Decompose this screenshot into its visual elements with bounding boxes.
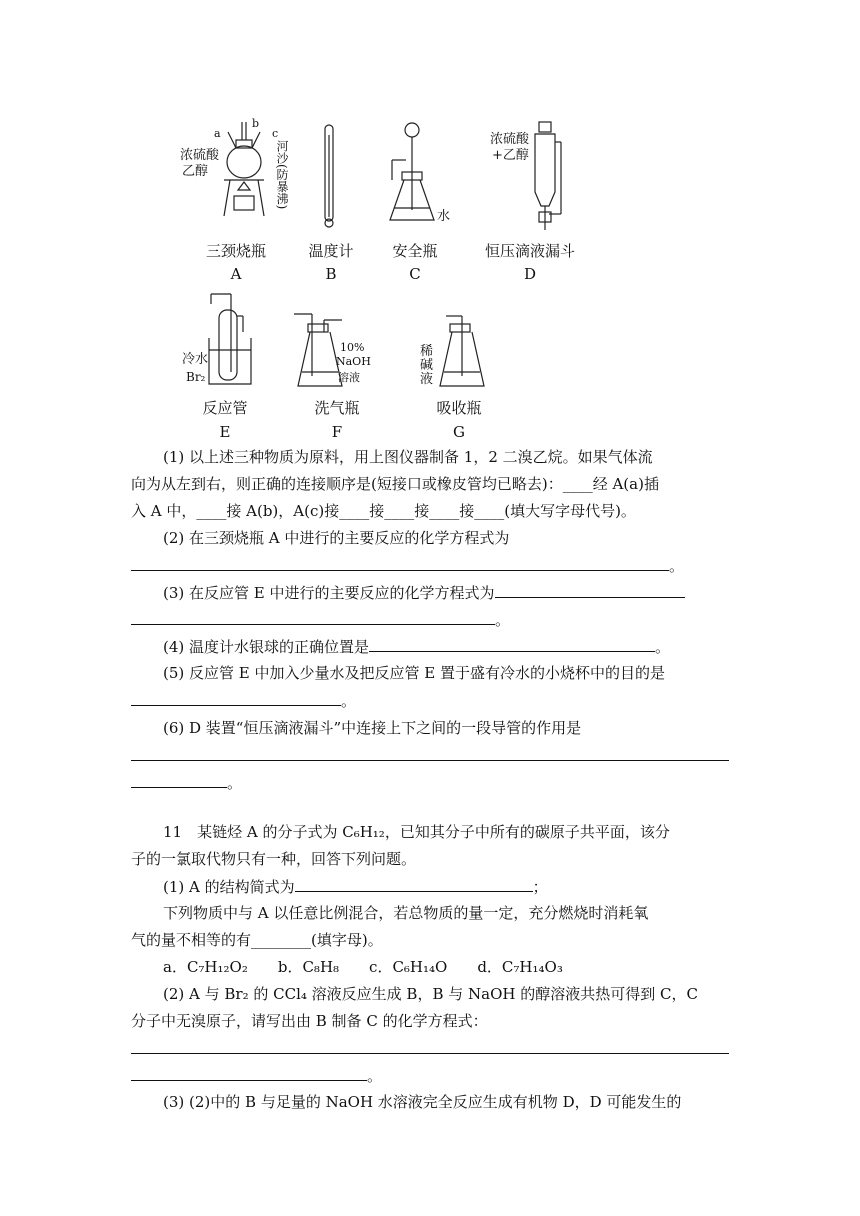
q10-part4-text: (4) 温度计水银球的正确位置是 bbox=[163, 638, 370, 656]
period: 。 bbox=[227, 774, 243, 792]
absorb-dilute-label: 稀 bbox=[420, 344, 434, 359]
answer-blank[interactable] bbox=[131, 1065, 367, 1081]
period: 。 bbox=[669, 557, 685, 575]
q11-line2: 子的一氯取代物只有一种，回答下列问题。 bbox=[131, 850, 417, 868]
apparatus-C-letter: C bbox=[409, 265, 421, 283]
q10-part2-line1: (2) 在三颈烧瓶 A 中进行的主要反应的化学方程式为 bbox=[163, 529, 510, 547]
q10-part3-line2 bbox=[131, 609, 510, 630]
washing-conc-label: 10% bbox=[340, 341, 365, 354]
q10-part3-text: (3) 在反应管 E 中进行的主要反应的化学方程式为 bbox=[163, 584, 495, 602]
answer-blank[interactable] bbox=[131, 690, 341, 706]
q10-part1-line3: 入 A 中，____接 A(b)，A(c)接____接____接____接____(填大写字母代号)。 bbox=[131, 502, 636, 520]
reaction-tube-drawing bbox=[205, 292, 255, 387]
q11-part3-line1: (3) (2)中的 B 与足量的 NaOH 水溶液完全反应生成有机物 D，D 可能发生的 bbox=[163, 1093, 682, 1111]
absorb-alkali-label: 碱 bbox=[420, 358, 434, 373]
apparatus-A-name: 三颈烧瓶 bbox=[205, 242, 266, 260]
period: 。 bbox=[655, 638, 671, 656]
label-a: a bbox=[214, 127, 221, 140]
apparatus-D-name: 恒压滴液漏斗 bbox=[484, 242, 575, 260]
apparatus-F-letter: F bbox=[331, 423, 343, 441]
tube-bromine-label: Br₂ bbox=[186, 370, 206, 384]
q10-part5-line2 bbox=[131, 690, 356, 711]
period: 。 bbox=[495, 611, 511, 629]
q11-line4: 下列物质中与 A 以任意比例混合，若总物质的量一定，充分燃烧时消耗氧 bbox=[163, 904, 649, 922]
q11-part1-line bbox=[163, 876, 548, 897]
thermometer-drawing bbox=[322, 125, 336, 230]
answer-blank[interactable] bbox=[131, 1038, 729, 1054]
q11-part1-text: (1) A 的结构简式为 bbox=[163, 878, 295, 896]
apparatus-E-name: 反应管 bbox=[202, 399, 248, 417]
answer-blank[interactable] bbox=[131, 609, 495, 625]
q10-part6-line2 bbox=[131, 745, 729, 766]
funnel-acid-label: 浓硫酸 bbox=[490, 132, 530, 147]
apparatus-B-name: 温度计 bbox=[308, 242, 354, 260]
q11-line5: 气的量不相等的有________(填字母)。 bbox=[131, 931, 383, 949]
answer-blank[interactable] bbox=[295, 876, 533, 892]
flask-sand-label: 河沙(防暴沸) bbox=[275, 140, 289, 210]
washing-naoh-label: NaOH bbox=[336, 355, 371, 368]
apparatus-E-letter: E bbox=[219, 423, 231, 441]
absorption-bottle-drawing bbox=[432, 312, 492, 392]
apparatus-B-letter: B bbox=[325, 265, 337, 283]
q10-part4-line bbox=[163, 636, 670, 657]
answer-blank[interactable] bbox=[131, 745, 729, 761]
bottle-water-label: 水 bbox=[437, 209, 451, 224]
period: 。 bbox=[341, 692, 357, 710]
q11-options: a．C₇H₁₂O₂ b．C₈H₈ c．C₆H₁₄O d．C₇H₁₄O₃ bbox=[163, 958, 563, 976]
washing-solution-label: 溶液 bbox=[338, 371, 360, 384]
q10-part6-line3 bbox=[131, 772, 242, 793]
label-b: b bbox=[252, 117, 260, 130]
absorb-liquid-label: 液 bbox=[420, 372, 434, 387]
safety-bottle-drawing bbox=[384, 120, 444, 230]
flask-acid-label: 浓硫酸 bbox=[180, 148, 220, 163]
q10-part1-line2: 向为从左到右，则正确的连接顺序是(短接口或橡皮管均已略去)：____经 A(a)插 bbox=[131, 475, 659, 493]
q10-part3-line1 bbox=[163, 582, 685, 603]
label-c: c bbox=[272, 127, 279, 140]
q11-line1: 11 某链烃 A 的分子式为 C₆H₁₂，已知其分子中所有的碳原子共平面，该分 bbox=[163, 823, 670, 841]
q11-part2-line1: (2) A 与 Br₂ 的 CCl₄ 溶液反应生成 B，B 与 NaOH 的醇溶液共热可得到 C，C bbox=[163, 985, 698, 1003]
q11-part2-line2: 分子中无溴原子，请写出由 B 制备 C 的化学方程式： bbox=[131, 1012, 488, 1030]
apparatus-A-letter: A bbox=[230, 265, 242, 283]
apparatus-G-letter: G bbox=[453, 423, 465, 441]
q10-part6-line1: (6) D 装置“恒压滴液漏斗”中连接上下之间的一段导管的作用是 bbox=[163, 719, 582, 737]
answer-blank[interactable] bbox=[495, 582, 685, 598]
apparatus-D-letter: D bbox=[523, 265, 537, 283]
semicolon: ； bbox=[532, 878, 548, 896]
answer-blank[interactable] bbox=[369, 636, 655, 652]
funnel-ethanol-label: +乙醇 bbox=[492, 148, 529, 163]
apparatus-G-name: 吸收瓶 bbox=[436, 399, 482, 417]
q11-part2-answer2 bbox=[131, 1065, 382, 1086]
q10-part1-line1: (1) 以上述三种物质为原料，用上图仪器制备 1，2 二溴乙烷。如果气体流 bbox=[163, 448, 653, 466]
tube-cold-water-label: 冷水 bbox=[182, 352, 209, 367]
apparatus-F-name: 洗气瓶 bbox=[314, 399, 360, 417]
answer-blank[interactable] bbox=[131, 555, 669, 571]
flask-ethanol-label: 乙醇 bbox=[182, 164, 209, 179]
apparatus-C-name: 安全瓶 bbox=[392, 242, 438, 260]
dropping-funnel-drawing bbox=[525, 122, 565, 232]
period: 。 bbox=[367, 1067, 383, 1085]
q10-part5-line1: (5) 反应管 E 中加入少量水及把反应管 E 置于盛有冷水的小烧杯中的目的是 bbox=[163, 664, 665, 682]
q10-part2-answer-line[interactable] bbox=[131, 555, 684, 576]
q11-part2-answer1 bbox=[131, 1038, 729, 1059]
answer-blank[interactable] bbox=[131, 772, 227, 788]
